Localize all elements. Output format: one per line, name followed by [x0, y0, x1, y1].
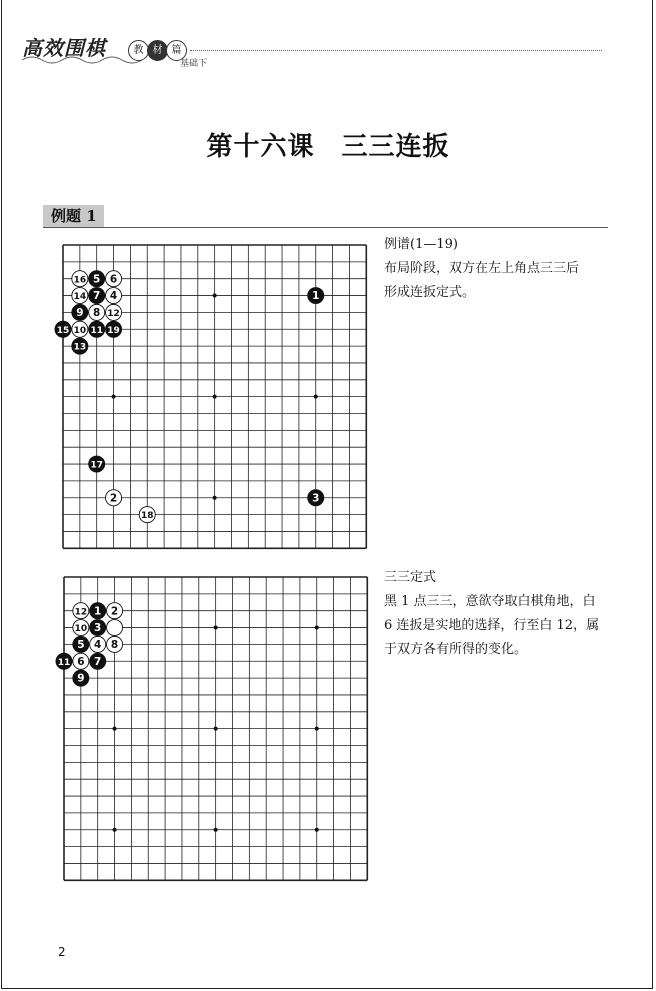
- star-point: [213, 294, 217, 298]
- black-stone: [73, 670, 89, 686]
- diagram2-caption-line: 于双方各有所得的变化。: [384, 642, 528, 657]
- diagram2-caption-line: 黑 1 点三三，意欲夺取白棋角地，白: [384, 594, 596, 609]
- white-stone: [72, 271, 88, 287]
- white-stone: [106, 304, 122, 320]
- stone-move-number: 12: [74, 607, 88, 618]
- white-stone: [107, 603, 123, 619]
- star-point: [315, 828, 319, 832]
- diagram1-caption-line: 布局阶段，双方在左上角点三三后: [384, 261, 580, 276]
- star-point: [213, 496, 217, 500]
- star-point: [314, 395, 318, 399]
- stone-move-number: 11: [57, 657, 71, 668]
- white-stone: [73, 603, 89, 619]
- diagram1-caption: [384, 233, 612, 305]
- black-stone: [308, 490, 324, 506]
- white-stone: [89, 304, 105, 320]
- stone-move-number: 6: [109, 273, 118, 286]
- stone-move-number: 1: [312, 290, 320, 303]
- stone-move-number: 3: [94, 622, 102, 635]
- star-point: [113, 828, 117, 832]
- stone-move-number: 5: [93, 273, 101, 286]
- black-stone: [90, 620, 106, 636]
- white-stone: [107, 636, 123, 652]
- stone-move-number: 18: [140, 511, 154, 522]
- white-stone: [73, 620, 89, 636]
- black-stone: [308, 288, 324, 304]
- white-stone: [106, 490, 122, 506]
- diagram2-caption-line: 6 连扳是实地的选择，行至白 12，属: [384, 618, 600, 633]
- diagram2-caption-title: 三三定式: [384, 570, 437, 585]
- star-point: [112, 395, 116, 399]
- header-badge-3: 篇: [166, 40, 187, 61]
- white-stone: [107, 620, 123, 636]
- stone-move-number: 14: [73, 292, 87, 303]
- white-stone: [73, 653, 89, 669]
- black-stone: [90, 603, 106, 619]
- stone-move-number: 10: [74, 624, 88, 635]
- stone-move-number: 8: [110, 638, 119, 651]
- star-point: [213, 395, 217, 399]
- stone-move-number: 7: [94, 655, 102, 668]
- stone-move-number: 11: [90, 325, 103, 336]
- board1-svg: [56, 244, 367, 549]
- stone-move-number: 9: [76, 306, 84, 319]
- lesson-title: 第十六课 三三连扳: [206, 132, 450, 162]
- header-badge-2: 材: [147, 40, 168, 61]
- stone-move-number: 2: [109, 492, 118, 505]
- go-board-2: [57, 576, 368, 881]
- white-stone: [72, 288, 88, 304]
- stone-move-number: 2: [110, 605, 119, 618]
- example-rule: [43, 227, 608, 228]
- header-dotted-rule: [190, 50, 602, 51]
- stone-move-number: 16: [73, 275, 87, 286]
- stone-move-number: 13: [73, 342, 87, 353]
- stone-move-number: 19: [107, 325, 120, 336]
- stone-move-number: 8: [93, 306, 101, 319]
- stone-move-number: 12: [107, 308, 120, 319]
- stone-move-number: 3: [312, 492, 320, 505]
- stone-move-number: 15: [56, 325, 70, 336]
- white-stone: [106, 271, 122, 287]
- board2-svg: [57, 576, 368, 881]
- black-stone: [90, 653, 106, 669]
- black-stone: [89, 271, 105, 287]
- stone-move-number: 6: [77, 655, 85, 668]
- white-stone: [90, 636, 106, 652]
- black-stone: [89, 321, 105, 337]
- stone-move-number: 1: [94, 605, 102, 618]
- star-point: [315, 626, 319, 630]
- black-stone: [106, 321, 122, 337]
- stone-move-number: 10: [73, 325, 87, 336]
- header-badge-1: 教: [128, 40, 149, 61]
- star-point: [214, 626, 218, 630]
- black-stone: [72, 304, 88, 320]
- black-stone: [72, 338, 88, 354]
- star-point: [214, 828, 218, 832]
- white-stone: [139, 507, 155, 523]
- stone-move-number: 7: [93, 290, 101, 303]
- black-stone: [89, 288, 105, 304]
- black-stone: [73, 636, 89, 652]
- black-stone: [89, 456, 105, 472]
- diagram1-caption-line: 形成连扳定式。: [384, 285, 476, 300]
- header-subtitle: 基础下: [180, 59, 208, 69]
- page-number: 2: [58, 945, 66, 959]
- diagram1-caption-title: 例谱(1—19): [384, 237, 458, 252]
- white-stone: [72, 321, 88, 337]
- stone-move-number: 9: [77, 672, 85, 685]
- go-board-1: [56, 244, 367, 549]
- example-label: 例题 1: [43, 205, 104, 227]
- star-point: [214, 727, 218, 731]
- diagram2-caption: [384, 566, 612, 662]
- stone-move-number: 5: [77, 638, 85, 651]
- book-logo: 高效围棋: [22, 36, 106, 60]
- stone-move-number: 4: [109, 290, 118, 303]
- black-stone: [56, 653, 72, 669]
- stone-move-number: 4: [94, 638, 102, 651]
- stone-move-number: 17: [90, 460, 103, 471]
- black-stone: [55, 321, 71, 337]
- star-point: [113, 727, 117, 731]
- white-stone: [106, 288, 122, 304]
- star-point: [315, 727, 319, 731]
